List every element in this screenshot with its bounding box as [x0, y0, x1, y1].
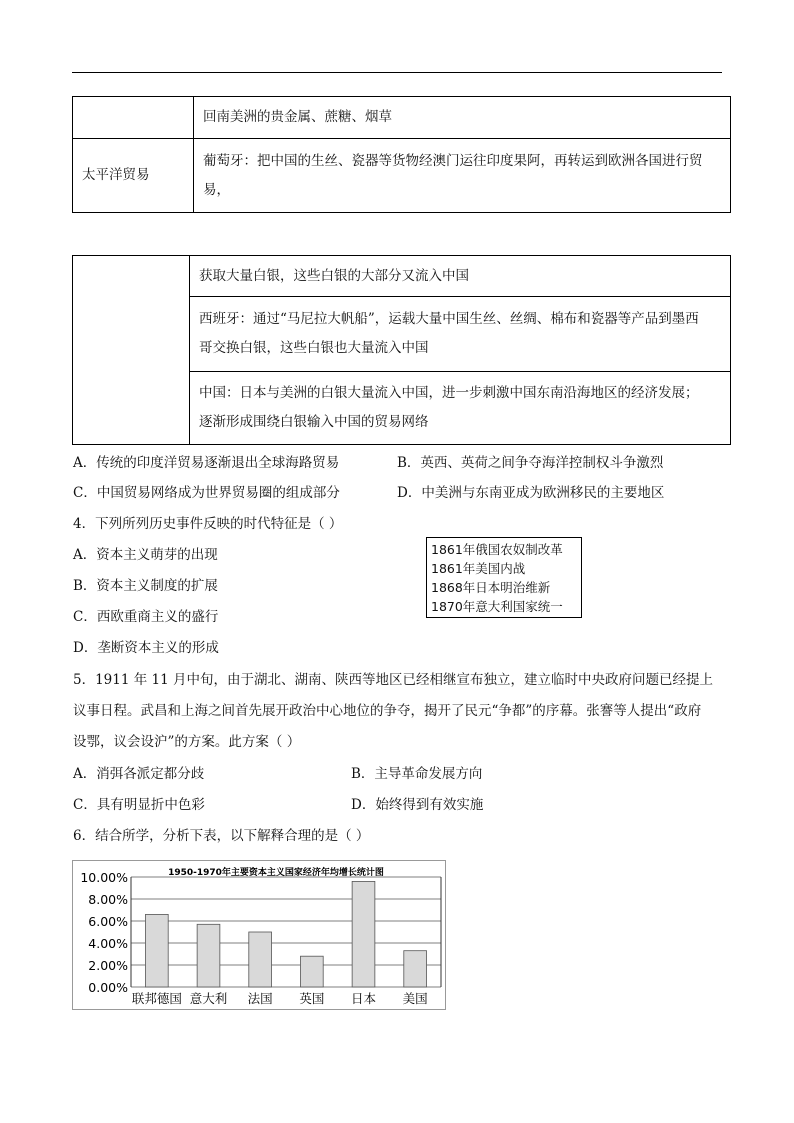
x-category-label: 法国 — [247, 991, 273, 1006]
q3-option-c: C．中国贸易网络成为世界贸易圈的组成部分 — [73, 485, 340, 501]
q5-stem-line: 5．1911 年 11 月中旬，由于湖北、湖南、陕西等地区已经相继宣布独立，建立临时中央政府问题已经提上 — [73, 672, 713, 688]
cell-line: 逐渐形成围绕白银输入中国的贸易网络 — [199, 414, 429, 430]
q5-option-b: B．主导革命发展方向 — [351, 766, 483, 782]
q5-option-c: C．具有明显折中色彩 — [73, 797, 205, 813]
event-line: 1868年日本明治维新 — [431, 580, 551, 595]
bar — [249, 932, 272, 987]
chart-title: 1950-1970年主要资本主义国家经济年均增长统计图 — [168, 868, 384, 878]
table-cell-text: 获取大量白银，这些白银的大部分又流入中国 — [190, 256, 731, 297]
y-tick-label: 2.00% — [88, 958, 128, 973]
growth-chart-svg — [73, 861, 445, 1009]
q5-option-d: D．始终得到有效实施 — [351, 797, 484, 813]
q4-option-c: C．西欧重商主义的盛行 — [73, 609, 219, 625]
q5-stem-line: 设鄂，议会设沪”的方案。此方案（ ） — [73, 734, 301, 750]
table-row — [73, 139, 731, 213]
cell-line: 西班牙：通过“马尼拉大帆船”，运载大量中国生丝、丝绸、棉布和瓷器等产品到墨西 — [199, 311, 699, 327]
y-tick-label: 0.00% — [88, 980, 128, 995]
q4-option-a: A．资本主义萌芽的出现 — [73, 547, 218, 563]
event-line: 1870年意大利国家统一 — [431, 599, 563, 614]
x-category-label: 日本 — [350, 991, 377, 1006]
table-cell-label — [73, 256, 190, 445]
cell-line: 中国：日本与美洲的白银大量流入中国，进一步刺激中国东南沿海地区的经济发展； — [199, 385, 699, 401]
x-category-label: 意大利 — [189, 991, 228, 1006]
y-tick-label: 4.00% — [88, 936, 128, 951]
table-cell-label — [73, 97, 194, 139]
table-row — [73, 256, 731, 297]
y-tick-label: 8.00% — [88, 892, 128, 907]
cell-line: 易， — [203, 181, 230, 198]
q4-option-d: D．垄断资本主义的形成 — [73, 640, 219, 656]
x-category-label: 英国 — [299, 991, 325, 1006]
bar — [197, 924, 220, 987]
q6-stem: 6．结合所学，分析下表，以下解释合理的是（ ） — [73, 828, 370, 844]
y-tick-label: 6.00% — [88, 914, 128, 929]
bar — [300, 956, 323, 987]
y-tick-label: 10.00% — [80, 870, 128, 885]
bar — [404, 951, 427, 987]
event-line: 1861年俄国农奴制改革 — [431, 542, 563, 557]
bar — [352, 881, 375, 987]
q4-stem: 4．下列所列历史事件反映的时代特征是（ ） — [73, 516, 343, 532]
table-cell-text — [190, 297, 731, 372]
q4-option-b: B．资本主义制度的扩展 — [73, 578, 218, 594]
cell-line: 葡萄牙：把中国的生丝、瓷器等货物经澳门运往印度果阿，再转运到欧洲各国进行贸 — [203, 152, 703, 169]
trade-table-2 — [72, 255, 731, 445]
events-box — [426, 537, 582, 618]
table-row — [73, 97, 731, 139]
event-line: 1861年美国内战 — [431, 561, 526, 576]
cell-line: 哥交换白银，这些白银也大量流入中国 — [199, 340, 429, 356]
trade-table-1 — [72, 96, 731, 213]
table-cell-text: 回南美洲的贵金属、蔗糖、烟草 — [194, 97, 731, 139]
growth-chart — [72, 860, 446, 1010]
table-cell-text — [190, 372, 731, 445]
header-rule — [72, 72, 722, 73]
x-category-label: 美国 — [402, 991, 428, 1006]
x-category-label: 联邦德国 — [131, 991, 182, 1006]
q3-option-d: D．中美洲与东南亚成为欧洲移民的主要地区 — [397, 485, 665, 501]
q5-stem-line: 议事日程。武昌和上海之间首先展开政治中心地位的争夺，揭开了民元“争都”的序幕。张謇等人提出“政府 — [73, 703, 702, 719]
q3-option-a: A．传统的印度洋贸易逐渐退出全球海路贸易 — [73, 455, 340, 471]
q3-option-b: B．英西、英荷之间争夺海洋控制权斗争激烈 — [397, 455, 664, 471]
table-cell-label: 太平洋贸易 — [73, 139, 194, 213]
q5-option-a: A．消弭各派定都分歧 — [73, 766, 205, 782]
bar — [145, 914, 168, 987]
table-cell-text — [194, 139, 731, 213]
